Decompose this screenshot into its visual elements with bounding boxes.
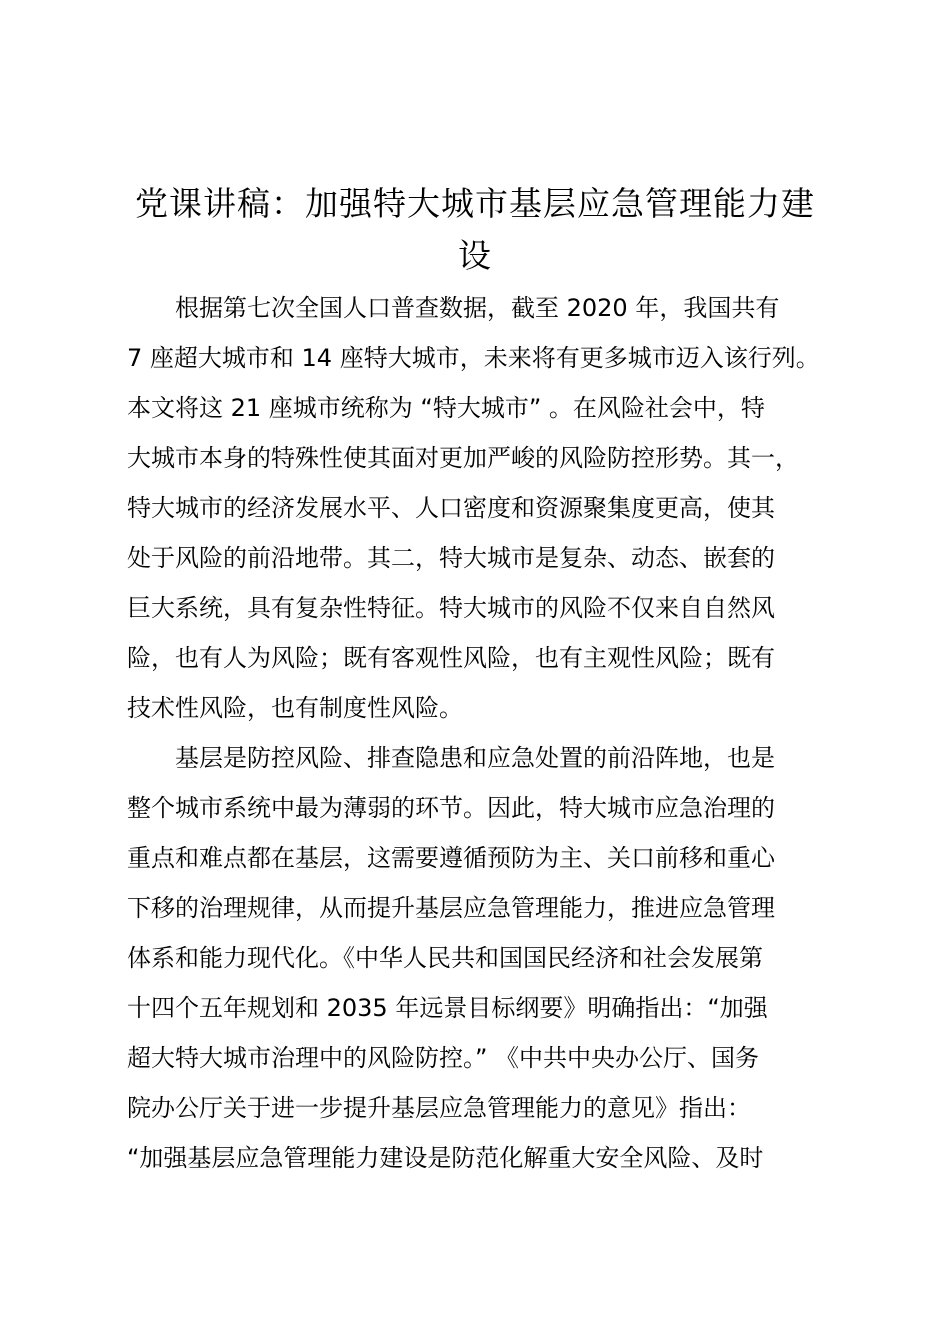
paragraph-line: 体系和能力现代化。《中华人民共和国国民经济和社会发展第 [127, 944, 763, 972]
paragraph-line: 处于风险的前沿地带。其二，特大城市是复杂、动态、嵌套的 [127, 544, 775, 572]
paragraph-line: 本文将这 21 座城市统称为 “特大城市” 。在风险社会中，特 [127, 394, 765, 422]
paragraph-1 [127, 283, 841, 733]
paragraph-line: 整个城市系统中最为薄弱的环节。因此，特大城市应急治理的 [127, 794, 775, 822]
paragraph-line: 7 座超大城市和 14 座特大城市，未来将有更多城市迈入该行列。 [127, 344, 820, 372]
paragraph-line: “加强基层应急管理能力建设是防范化解重大安全风险、及时 [127, 1144, 764, 1172]
paragraph-line: 特大城市的经济发展水平、人口密度和资源聚集度更高，使其 [127, 494, 775, 522]
title-line-2: 设 [458, 236, 492, 275]
document-body [127, 283, 841, 1183]
paragraph-line: 基层是防控风险、排查隐患和应急处置的前沿阵地，也是 [175, 744, 775, 772]
title-line-1: 党课讲稿：加强特大城市基层应急管理能力建 [135, 184, 815, 223]
paragraph-line: 重点和难点都在基层，这需要遵循预防为主、关口前移和重心 [127, 844, 775, 872]
paragraph-line: 下移的治理规律，从而提升基层应急管理能力，推进应急管理 [127, 894, 775, 922]
paragraph-line: 险，也有人为风险；既有客观性风险，也有主观性风险；既有 [127, 644, 775, 672]
paragraph-line: 院办公厅关于进一步提升基层应急管理能力的意见》指出： [127, 1094, 751, 1122]
paragraph-line: 超大特大城市治理中的风险防控。” 《中共中央办公厅、国务 [127, 1044, 760, 1072]
document-title [118, 178, 832, 282]
paragraph-line: 大城市本身的特殊性使其面对更加严峻的风险防控形势。其一， [127, 444, 799, 472]
paragraph-line: 技术性风险，也有制度性风险。 [127, 694, 463, 722]
paragraph-line: 根据第七次全国人口普查数据，截至 2020 年，我国共有 [175, 294, 780, 322]
paragraph-2 [127, 733, 841, 1183]
paragraph-line: 巨大系统，具有复杂性特征。特大城市的风险不仅来自自然风 [127, 594, 775, 622]
paragraph-line: 十四个五年规划和 2035 年远景目标纲要》明确指出：“加强 [127, 994, 768, 1022]
